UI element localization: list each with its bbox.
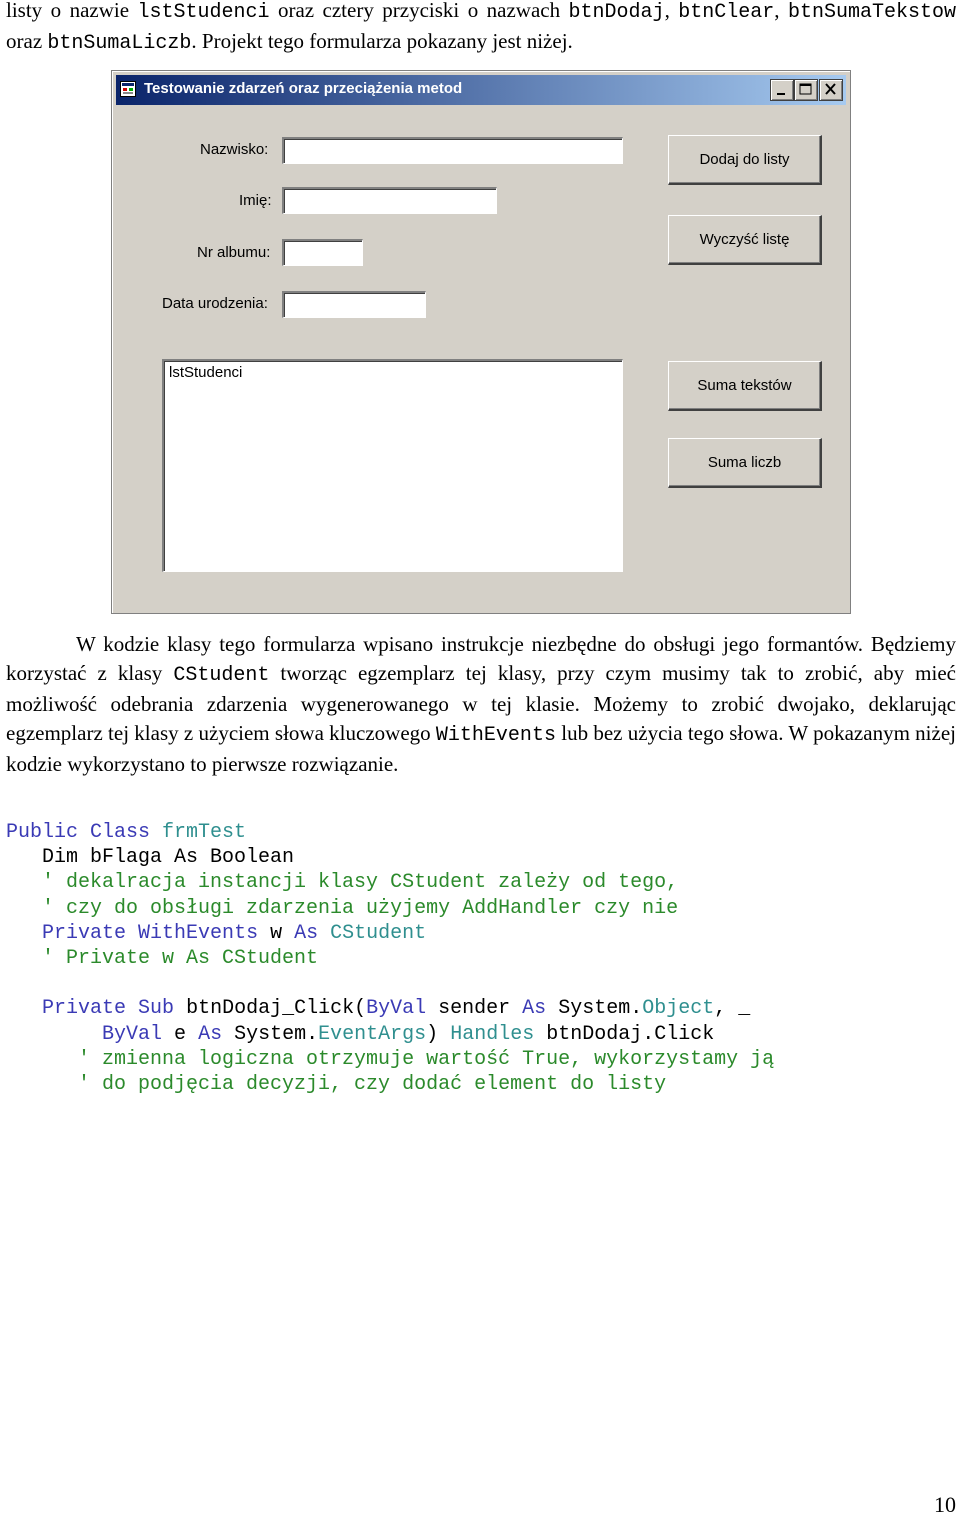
close-icon [820, 80, 842, 100]
label-imie: Imię: [239, 192, 272, 209]
code-withevents: WithEvents [435, 724, 556, 747]
code-comment: ' Private w As CStudent [6, 947, 319, 971]
code-lststudenci: lstStudenci [137, 1, 270, 24]
input-nr-albumu[interactable] [282, 239, 363, 266]
code-identifier: System. [558, 997, 643, 1021]
intro-text: . Projekt tego formularza pokazany jest niżej. [191, 29, 573, 53]
code-cstudent: CStudent [173, 664, 270, 687]
minimize-button[interactable] [770, 79, 794, 101]
body-text: tworząc egzemplarz tej klasy, przy czym musimy tak to zrobić, aby mieć możliwość odebrania zdarzenia wygenerowanego w tej klasie. Możemy to zrobić dwojako, deklarując egzemplarz tej klasy z użyciem słowa kluczowego [6, 661, 956, 745]
btn-suma-liczb[interactable]: Suma liczb [668, 438, 822, 488]
code-keyword: ByVal [366, 997, 427, 1021]
label-nr-albumu: Nr albumu: [197, 244, 271, 261]
minimize-icon [771, 80, 793, 100]
code-comment: ' do podjęcia decyzji, czy dodać element do listy [6, 1073, 667, 1097]
code-identifier: btnDodaj_Click( [186, 997, 367, 1021]
btn-wyczysc-liste[interactable]: Wyczyść listę [668, 215, 822, 265]
code-identifier: e [174, 1022, 187, 1046]
code-identifier: btnDodaj.Click [546, 1022, 715, 1046]
listbox-item[interactable]: lstStudenci [169, 364, 243, 381]
code-identifier: sender [438, 997, 511, 1021]
intro-text: oraz [6, 29, 48, 53]
code-keyword: WithEvents [138, 921, 259, 945]
maximize-button[interactable] [794, 79, 818, 101]
intro-text: , [774, 0, 788, 22]
code-identifier: w [270, 921, 283, 945]
body-paragraph [6, 630, 956, 779]
code-keyword: ByVal [102, 1022, 163, 1046]
code-comment: ' zmienna logiczna otrzymuje wartość True, wykorzystamy ją [6, 1047, 775, 1071]
code-comment: ' dekalracja instancji klasy CStudent zależy od tego, [6, 871, 679, 895]
intro-paragraph [6, 0, 956, 58]
code-type: CStudent [330, 921, 427, 945]
code-keyword: Private [42, 921, 127, 945]
code-listing [6, 820, 774, 1097]
maximize-icon [795, 80, 817, 100]
code-btndodaj: btnDodaj [568, 1, 665, 24]
code-identifier: , _ [714, 997, 751, 1021]
code-comment: ' czy do obsługi zdarzenia użyjemy AddHandler czy nie [6, 896, 679, 920]
code-keyword: Private [42, 997, 127, 1021]
code-identifier: System. [234, 1022, 319, 1046]
form-window [111, 70, 851, 614]
code-type: frmTest [162, 821, 247, 844]
code-line: Dim bFlaga As Boolean [6, 846, 295, 870]
intro-text: listy o nazwie [6, 0, 138, 22]
input-data-urodzenia[interactable] [282, 291, 426, 318]
intro-text: , [664, 0, 679, 22]
code-keyword: As [522, 997, 547, 1021]
code-keyword: As [294, 921, 319, 945]
body-text: W kodzie klasy tego formularza wpisano instrukcje niezbędne do obsługi jego formantów. Będziemy korzystać z klasy [6, 632, 956, 685]
code-btnsumatekstow: btnSumaTekstow [787, 1, 957, 24]
title-bar [116, 75, 846, 105]
body-text: lub bez użycia tego słowa. W pokazanym niżej kodzie wykorzystano to pierwsze rozwiązanie. [6, 721, 956, 776]
label-nazwisko: Nazwisko: [200, 141, 269, 158]
code-btnclear: btnClear [678, 1, 775, 24]
page-number: 10 [934, 1492, 956, 1517]
window-title: Testowanie zdarzeń oraz przeciążenia metod [144, 80, 463, 97]
code-keyword: As [198, 1022, 223, 1046]
code-type: EventArgs [318, 1022, 427, 1046]
close-button[interactable] [819, 79, 843, 101]
input-nazwisko[interactable] [282, 137, 623, 164]
btn-suma-tekstow[interactable]: Suma tekstów [668, 361, 822, 411]
app-icon [120, 81, 136, 97]
code-keyword: Sub [138, 997, 175, 1021]
listbox-lststudenci[interactable] [162, 359, 623, 572]
code-keyword: Public Class [6, 821, 151, 844]
btn-dodaj-do-listy[interactable]: Dodaj do listy [668, 135, 822, 185]
code-type: Object [642, 997, 715, 1021]
code-keyword: Handles [450, 1022, 535, 1046]
code-identifier: ) [426, 1022, 439, 1046]
input-imie[interactable] [282, 187, 497, 214]
label-data-urodzenia: Data urodzenia: [162, 295, 268, 312]
code-btnsumaliczb: btnSumaLiczb [47, 32, 192, 55]
intro-text: oraz cztery przyciski o nazwach [269, 0, 569, 22]
